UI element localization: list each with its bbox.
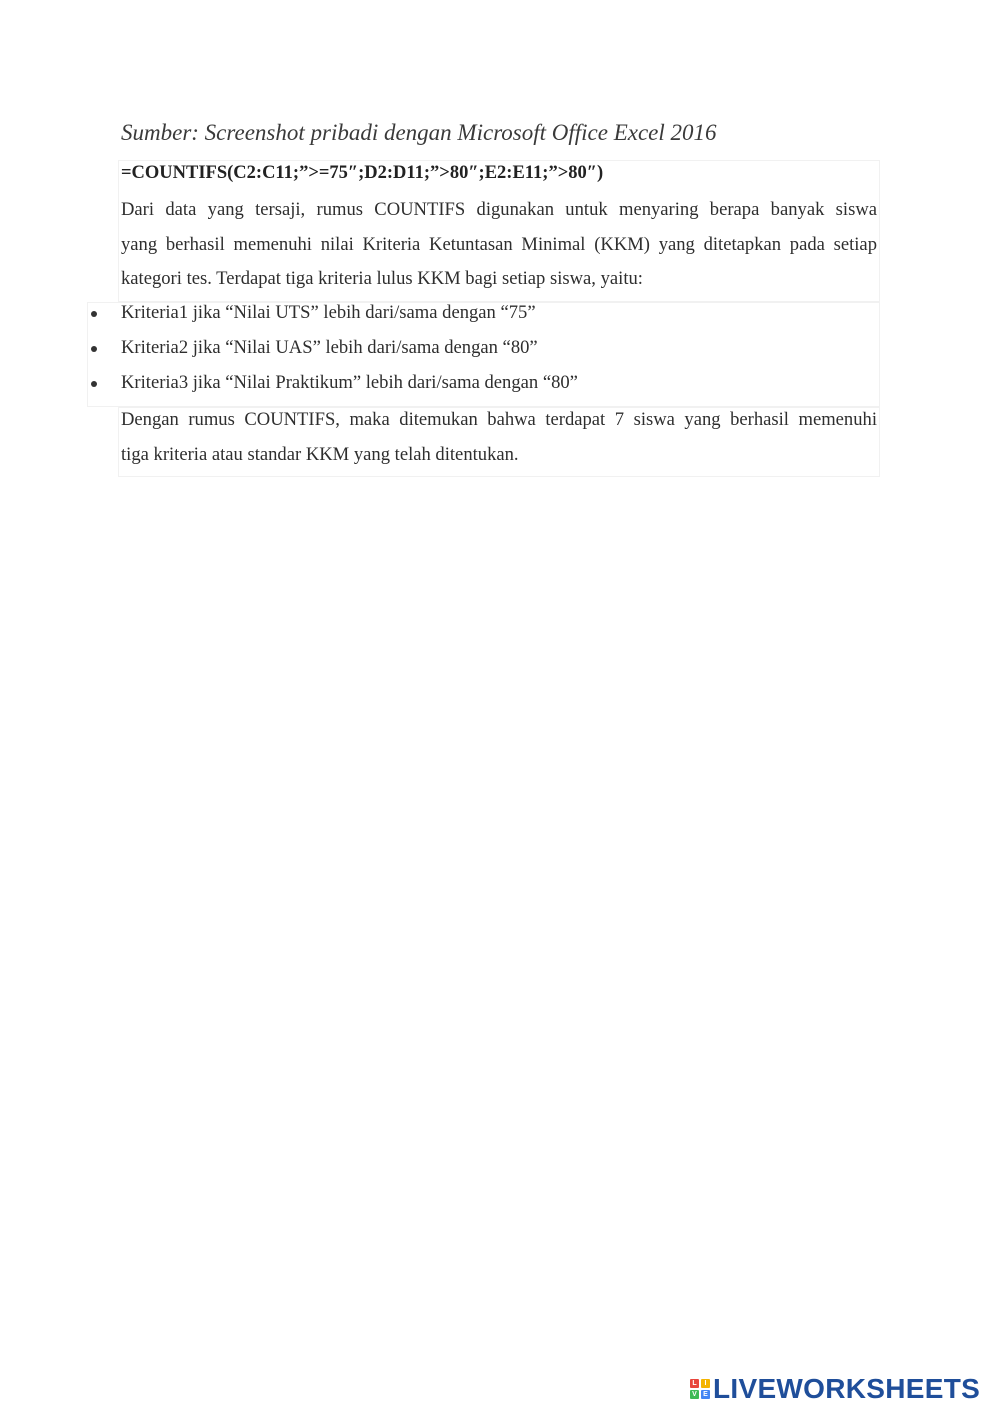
bullet-icon [91, 381, 97, 387]
countifs-formula: =COUNTIFS(C2:C11;”>=75″;D2:D11;”>80″;E2:E11;”>80″) [121, 163, 604, 183]
paragraph-line: yang berhasil memenuhi nilai Kriteria Ketuntasan Minimal (KKM) yang ditetapkan pada setiap [121, 233, 877, 255]
liveworksheets-logo-icon [690, 1379, 710, 1399]
image-source-caption: Sumber: Screenshot pribadi dengan Microsoft Office Excel 2016 [121, 120, 717, 145]
logo-cell-i: I [701, 1379, 710, 1388]
liveworksheets-logo [690, 1374, 980, 1404]
criteria-text: Kriteria3 jika “Nilai Praktikum” lebih dari/sama dengan “80” [121, 372, 578, 393]
logo-cell-v: V [690, 1390, 699, 1399]
bullet-icon [91, 346, 97, 352]
paragraph-line: Dengan rumus COUNTIFS, maka ditemukan bahwa terdapat 7 siswa yang berhasil memenuhi [121, 409, 877, 430]
list-item [0, 297, 999, 331]
bullet-icon [91, 311, 97, 317]
explanation-paragraph [121, 193, 877, 297]
logo-cell-e: E [701, 1390, 710, 1399]
paragraph-line: Dari data yang tersaji, rumus COUNTIFS digunakan untuk menyaring berapa banyak siswa [121, 199, 877, 220]
logo-cell-l: L [690, 1379, 699, 1388]
paragraph-line: kategori tes. Terdapat tiga kriteria lulus KKM bagi setiap siswa, yaitu: [121, 268, 643, 290]
criteria-text: Kriteria2 jika “Nilai UAS” lebih dari/sama dengan “80” [121, 337, 538, 358]
list-item [0, 332, 999, 366]
logo-wordmark: LIVEWORKSHEETS [713, 1373, 981, 1404]
criteria-text: Kriteria1 jika “Nilai UTS” lebih dari/sama dengan “75” [121, 302, 536, 323]
conclusion-paragraph [121, 403, 877, 472]
paragraph-line: tiga kriteria atau standar KKM yang telah ditentukan. [121, 443, 519, 465]
list-item [0, 367, 999, 401]
